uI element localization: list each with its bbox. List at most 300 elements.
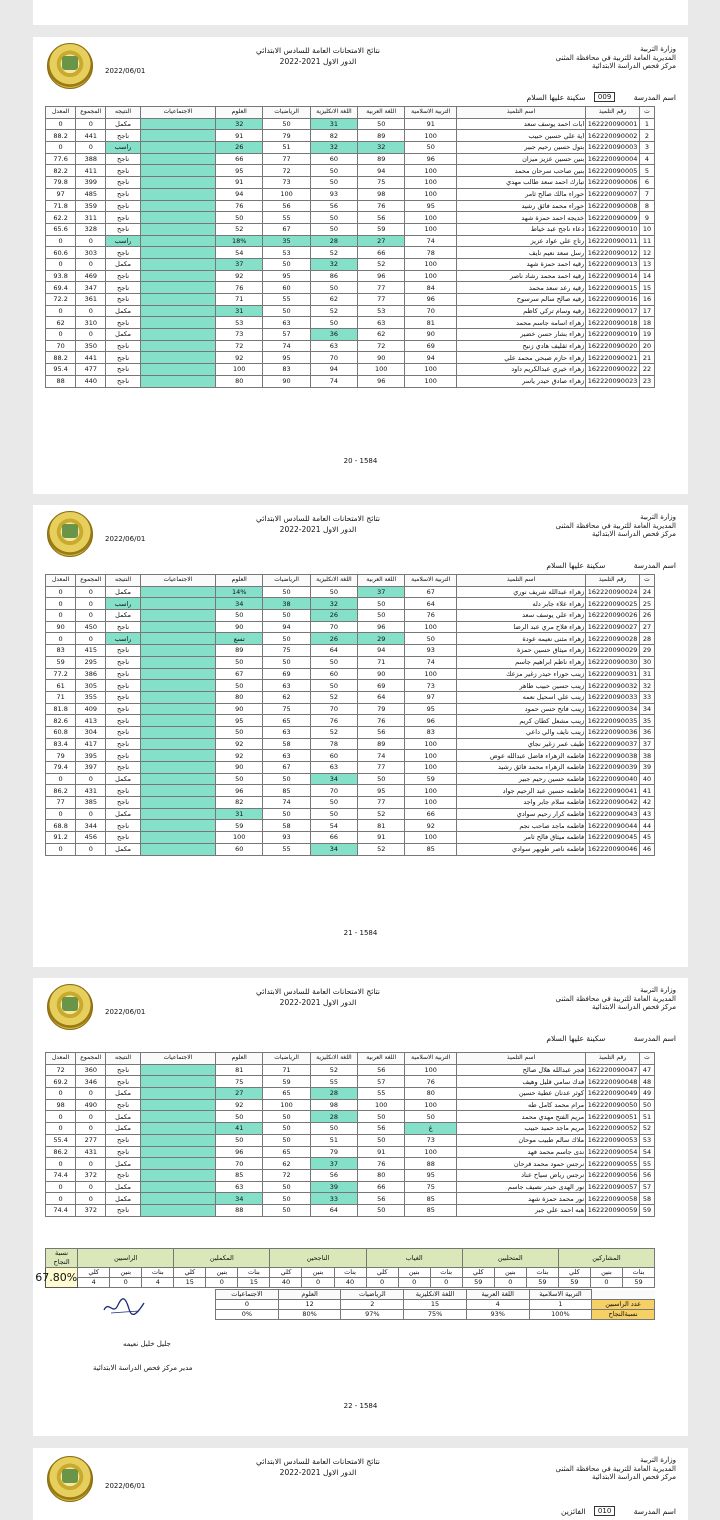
table-cell: 51 [263,142,310,154]
table-cell: 52 [310,247,357,259]
table-cell: 359 [76,200,106,212]
table-cell: 71 [216,294,263,306]
table-cell: ناجح [106,247,140,259]
table-cell: 88.2 [46,352,76,364]
table-cell: 0 [76,118,106,130]
table-cell: ناجح [106,317,140,329]
column-header: التربية الاسلامية [405,575,457,587]
table-cell: 277 [76,1134,106,1146]
table-cell: طيف عمر زغير نجاي [457,738,586,750]
stat-value: 4 [142,1278,174,1288]
table-cell: 89 [358,153,405,165]
table-cell: 50 [263,808,310,820]
table-cell: 162220090030 [586,656,640,668]
table-cell: ناجح [106,130,140,142]
stat-sub-header: كلي [78,1268,110,1278]
table-cell: زينب نايف والي داعي [457,726,586,738]
column-header: ت [639,1053,654,1065]
column-header: اسم التلميذ [457,1053,586,1065]
table-cell: 162220090057 [586,1181,640,1193]
table-cell: 63 [310,340,357,352]
table-cell: 56 [263,200,310,212]
table-cell: 50 [263,1181,310,1193]
table-cell: 100 [405,750,457,762]
table-cell: 95 [405,1169,457,1181]
table-cell: 60.8 [46,726,76,738]
table-cell: 100 [405,212,457,224]
stat-value: 0 [110,1278,142,1288]
table-cell: 94 [216,188,263,200]
table-cell: 91 [358,832,405,844]
table-cell: 75 [263,703,310,715]
table-cell: 0 [76,305,106,317]
table-cell: 72 [263,165,310,177]
table-cell: مكمل [106,329,140,341]
table-cell: 28 [310,1088,357,1100]
subject-header: اللغة العربية [466,1290,529,1300]
table-cell: 63 [263,750,310,762]
table-cell: 100 [358,1099,405,1111]
table-cell: 26 [639,610,654,622]
table-cell: 89 [358,130,405,142]
table-cell: 40 [639,773,654,785]
table-cell [140,797,215,809]
table-cell: 162220090003 [586,142,640,154]
table-cell [140,820,215,832]
table-cell: 441 [76,130,106,142]
table-cell: 304 [76,726,106,738]
table-cell: 100 [216,832,263,844]
table-cell: 0 [76,1088,106,1100]
table-row [46,1169,655,1181]
table-cell: 52 [639,1123,654,1135]
column-header: المجموع [76,1053,106,1065]
page-footer-number: 22 - 1584 [343,1402,378,1410]
table-cell: 24 [639,586,654,598]
column-header: المجموع [76,107,106,119]
table-cell: 64 [310,645,357,657]
table-row [46,1193,655,1205]
table-cell: 54 [216,247,263,259]
table-cell: 66 [216,153,263,165]
table-cell: 72 [358,340,405,352]
table-cell: 50 [310,317,357,329]
table-cell: فاطمه ميثاق فالح ثامر [457,832,586,844]
table-cell [140,294,215,306]
table-cell: 75 [216,1076,263,1088]
table-cell: 65.6 [46,223,76,235]
table-cell: هبه احمد علي جبر [457,1204,586,1216]
table-cell: 0 [46,1181,76,1193]
table-cell: فاطمه سلام جابر واجد [457,797,586,809]
directorate-name: المديرية العامة للتربية في محافظة المثنى [555,521,676,530]
table-cell: 50 [310,165,357,177]
table-cell: 14% [216,586,263,598]
table-cell: 5 [639,165,654,177]
table-cell: ناجح [106,645,140,657]
table-cell: 26 [310,610,357,622]
table-cell: 53 [263,247,310,259]
table-cell: 77 [358,294,405,306]
table-cell: ناجح [106,188,140,200]
table-cell: 56 [310,1169,357,1181]
table-cell: 0 [76,1193,106,1205]
table-cell: 96 [405,294,457,306]
column-header: ت [639,107,654,119]
ministry-logo-icon [47,1456,93,1502]
table-cell [140,130,215,142]
stat-sub-header: بنات [238,1268,270,1278]
table-cell: 162220090045 [586,832,640,844]
column-header: رقم التلميذ [586,1053,640,1065]
table-cell: 303 [76,247,106,259]
table-cell: 79 [310,1146,357,1158]
table-cell [140,1204,215,1216]
table-cell: 60 [216,843,263,855]
table-cell: مكمل [106,1181,140,1193]
table-row [46,1181,655,1193]
table-cell [140,738,215,750]
table-cell [140,785,215,797]
table-cell: 71.8 [46,200,76,212]
table-cell: 97 [46,188,76,200]
table-cell: مكمل [106,610,140,622]
table-cell: 60 [263,282,310,294]
table-row [46,118,655,130]
table-cell: 74 [263,797,310,809]
table-cell: 361 [76,294,106,306]
table-cell: 100 [405,1146,457,1158]
table-cell: 162220090018 [586,317,640,329]
table-row [46,177,655,189]
table-cell: 346 [76,1076,106,1088]
table-cell: 50 [358,1111,405,1123]
table-cell: 28 [310,1111,357,1123]
table-cell: 78 [405,247,457,259]
table-cell: مكمل [106,1111,140,1123]
table-cell: 67 [263,762,310,774]
table-cell: ناجح [106,715,140,727]
table-cell: اية علي حسين حبيب [457,130,586,142]
results-table [45,106,655,388]
table-cell: زهراء عبدالله شريف نوري [457,586,586,598]
table-row [46,317,655,329]
table-cell: ناجح [106,364,140,376]
ministry-logo-icon [47,984,93,1030]
table-row [46,808,655,820]
table-cell: 100 [405,270,457,282]
table-cell: دعاء ناجح عبد خياط [457,223,586,235]
table-cell: ناجح [106,621,140,633]
table-cell: 26 [310,633,357,645]
table-cell: 52 [358,808,405,820]
title-line-2: 2022-2021 الدور الاول [279,525,357,534]
table-cell: فاطمه حسين عبد الرحيم جواد [457,785,586,797]
table-cell: 79 [358,703,405,715]
table-cell [140,329,215,341]
table-cell: 162220090006 [586,177,640,189]
table-cell: راسب [106,235,140,247]
table-cell: 67 [405,586,457,598]
table-cell: 50 [310,797,357,809]
table-cell: 94 [405,352,457,364]
table-cell [140,142,215,154]
table-cell: زهراء مثنى نعيمه عودة [457,633,586,645]
table-cell: 162220090020 [586,340,640,352]
table-cell: 0 [46,118,76,130]
table-cell: 431 [76,1146,106,1158]
table-cell: مكمل [106,773,140,785]
table-cell: 162220090010 [586,223,640,235]
table-cell: 4 [639,153,654,165]
table-cell: 50 [405,142,457,154]
school-name: سكينة عليها السلام [526,92,586,102]
table-row [46,375,655,387]
table-cell: 93 [310,188,357,200]
table-cell: ملاك سالم طبيب موحان [457,1134,586,1146]
school-name: سكينة عليها السلام [546,560,606,570]
table-cell: 89 [216,645,263,657]
table-cell: ناجح [106,691,140,703]
table-cell: ناجح [106,212,140,224]
table-row [46,715,655,727]
column-header: العلوم [216,575,263,587]
table-row [46,212,655,224]
table-cell: مريم ماجد حميد حبيب [457,1123,586,1135]
table-cell: 17 [639,305,654,317]
table-cell: 50 [310,212,357,224]
table-cell: 96 [358,270,405,282]
table-cell: 64 [405,598,457,610]
directorate-name: المديرية العامة للتربية في محافظة المثنى [555,1464,676,1473]
stat-value: 40 [334,1278,366,1288]
directorate-name: المديرية العامة للتربية في محافظة المثنى [555,994,676,1003]
table-cell: ناجح [106,726,140,738]
table-cell: 0 [46,1123,76,1135]
table-cell: 100 [405,738,457,750]
table-cell: 162220090044 [586,820,640,832]
table-cell: 83 [405,726,457,738]
table-cell: 33 [639,691,654,703]
table-cell: 162220090019 [586,329,640,341]
table-cell [140,177,215,189]
subject-value: 80% [278,1310,341,1320]
table-row [46,352,655,364]
center-name: مركز فحص الدراسة الابتدائية [591,1473,676,1481]
table-cell: ابات احمد يوسف سعد [457,118,586,130]
table-cell: 162220090015 [586,282,640,294]
table-cell: 74.4 [46,1169,76,1181]
table-cell: 52 [216,223,263,235]
table-cell: رقيه احمد محمد رشاد ناصر [457,270,586,282]
table-cell: 65 [263,1088,310,1100]
title-line-1: نتائج الامتحانات العامة للسادس الابتدائي [256,987,380,996]
table-cell: 28 [639,633,654,645]
table-cell [140,762,215,774]
table-cell: 76 [405,610,457,622]
table-cell: 395 [76,750,106,762]
table-cell: 73 [405,1134,457,1146]
table-cell: 38 [639,750,654,762]
table-cell: 0 [76,843,106,855]
table-cell: 162220090052 [586,1123,640,1135]
table-cell [140,808,215,820]
table-cell: 51 [310,1134,357,1146]
table-cell: مكمل [106,258,140,270]
table-cell: 94 [310,364,357,376]
results-page-22 [33,978,688,1436]
table-cell: ناجح [106,797,140,809]
table-cell: 32 [639,680,654,692]
table-cell: 77 [358,797,405,809]
subject-header: الرياضيات [341,1290,404,1300]
table-cell: 162220090037 [586,738,640,750]
table-cell: 70 [46,340,76,352]
subject-value: 4 [466,1300,529,1310]
table-cell: 76 [216,282,263,294]
table-cell: 91 [216,130,263,142]
stat-sub-header: بنين [494,1268,526,1278]
table-cell: زهراء صادق حيدر ياسر [457,375,586,387]
table-cell: 37 [358,586,405,598]
column-header: النتيجه [106,575,140,587]
table-cell: 162220090007 [586,188,640,200]
table-cell: 85 [405,1193,457,1205]
table-cell: ناجح [106,750,140,762]
table-cell: 0 [46,773,76,785]
stat-value: 0 [302,1278,334,1288]
stat-group-header: الراسبين [78,1249,174,1268]
table-cell: 36 [310,329,357,341]
table-cell [140,715,215,727]
ministry-name: وزارة التربية [640,45,676,53]
table-cell: 65 [263,1146,310,1158]
table-cell [140,832,215,844]
table-row [46,785,655,797]
table-cell: 100 [216,364,263,376]
table-cell: تبارك احمد سعد طالب مهدي [457,177,586,189]
table-cell: 50 [358,598,405,610]
table-cell: 100 [405,177,457,189]
school-row [316,92,676,102]
column-header: التربية الاسلامية [405,107,457,119]
table-cell: 48 [639,1076,654,1088]
table-cell: 77 [46,797,76,809]
table-cell: 77 [263,153,310,165]
table-cell: 310 [76,317,106,329]
table-cell: 64 [358,691,405,703]
table-cell: 98 [310,1099,357,1111]
table-cell: 56 [358,1064,405,1076]
table-cell: 162220090054 [586,1146,640,1158]
stat-value: 15 [174,1278,206,1288]
table-cell: 431 [76,785,106,797]
table-cell: 73 [405,680,457,692]
ministry-name: وزارة التربية [640,1456,676,1464]
table-cell: 90 [358,352,405,364]
table-cell: 74 [405,235,457,247]
table-cell: ناجح [106,785,140,797]
table-cell: 52 [358,258,405,270]
table-cell: 69.4 [46,282,76,294]
table-cell: 82 [216,797,263,809]
table-cell: 0 [76,235,106,247]
column-header: اللغة الانكليزية [310,575,357,587]
table-cell: 32 [310,142,357,154]
column-header: العلوم [216,1053,263,1065]
table-cell: 55.4 [46,1134,76,1146]
column-header: رقم التلميذ [586,107,640,119]
table-cell: 62 [358,329,405,341]
table-cell: 70 [310,703,357,715]
table-cell: 50 [216,656,263,668]
table-cell: 328 [76,223,106,235]
table-cell: 88 [405,1158,457,1170]
table-cell: 100 [263,1099,310,1111]
report-date: 2022/06/01 [105,535,146,543]
school-name: الفائزين [561,1506,586,1516]
table-cell: 162220090029 [586,645,640,657]
subject-header: الاجتماعيات [216,1290,279,1300]
column-header: الاجتماعيات [140,575,215,587]
signature-icon [101,1296,147,1318]
stat-group-header: الناجحين [270,1249,366,1268]
table-cell: 100 [405,364,457,376]
table-row [46,691,655,703]
table-cell: 42 [639,797,654,809]
table-cell [140,364,215,376]
title-line-2: 2022-2021 الدور الاول [279,1468,357,1477]
table-cell [140,270,215,282]
table-cell: 25 [639,598,654,610]
table-cell: 47 [639,1064,654,1076]
table-cell: 100 [263,188,310,200]
table-cell: 2 [639,130,654,142]
table-cell [140,1134,215,1146]
table-cell: 0 [76,329,106,341]
column-header: المجموع [76,575,106,587]
table-row [46,726,655,738]
table-cell: 388 [76,153,106,165]
table-cell: 58 [639,1193,654,1205]
stat-value: 59 [558,1278,590,1288]
table-cell: 77.6 [46,153,76,165]
table-cell: 67 [263,223,310,235]
table-cell: 88 [46,375,76,387]
table-cell [140,1146,215,1158]
table-cell: 88.2 [46,130,76,142]
table-cell: 162220090036 [586,726,640,738]
table-cell: 37 [216,258,263,270]
table-cell: ناجح [106,165,140,177]
table-cell: مكمل [106,1123,140,1135]
table-row [46,598,655,610]
table-cell: 82.6 [46,715,76,727]
pass-rate-value: 67.80% [46,1268,78,1288]
table-cell: 32 [310,258,357,270]
table-cell: 89 [358,738,405,750]
table-cell: ناجح [106,1169,140,1181]
table-cell: فاطمه الزهراء فاضل عبدالله عوض [457,750,586,762]
table-cell: 94 [358,165,405,177]
ministry-block [516,986,676,1012]
stat-sub-header: كلي [174,1268,206,1278]
table-cell: فاطمه ماجد صاحب نجم [457,820,586,832]
table-cell: 85 [405,843,457,855]
subject-value: 75% [404,1310,467,1320]
subject-value: 97% [341,1310,404,1320]
table-cell: 15 [639,282,654,294]
